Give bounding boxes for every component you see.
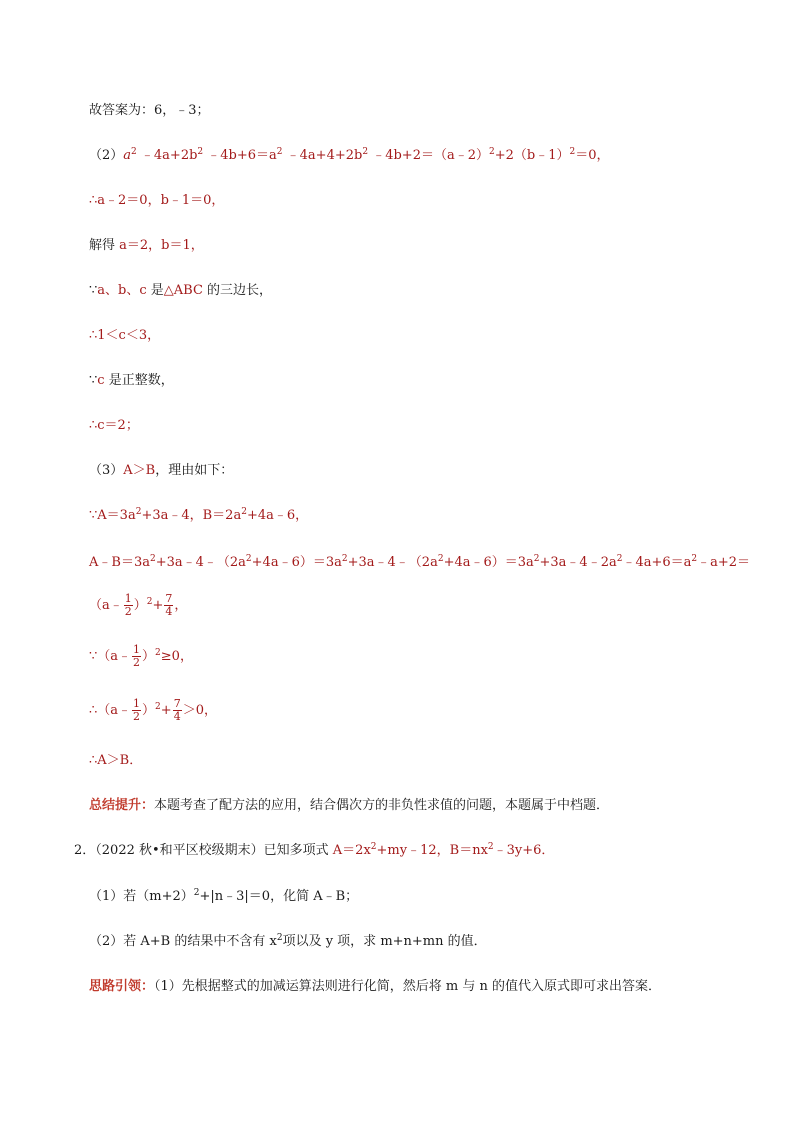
hint-text: （1）先根据整式的加减运算法则进行化简，然后将 m 与 n 的值代入原式即可求出答案． bbox=[154, 979, 662, 994]
solution-line-9: （3）A＞B，理由如下： bbox=[89, 463, 234, 478]
question-2-part-1: （1）若$(m+2)^2+|n﹣3|=0$，化简 A﹣B； bbox=[89, 888, 359, 904]
solution-line-7: ∵c 是正整数， bbox=[89, 373, 174, 388]
solution-line-3: ∴a﹣2＝0，b﹣1＝0， bbox=[89, 193, 225, 208]
question-2-line: 2．（2022 秋•和平区校级期末）已知多项式 $A=2x^2+my﹣12$，$B=nx^2﹣3y+6$． bbox=[74, 842, 555, 858]
hint-line bbox=[89, 977, 661, 997]
solution-line-13: ∵（a﹣ $\frac{1}{2}$ ）$^2$≥0， bbox=[89, 643, 193, 669]
fraction-one-half: $\frac{1}{2}$ bbox=[124, 592, 132, 618]
solution-line-11: $A﹣B=3a^2+3a﹣4﹣(2a^2+4a﹣6)=3a^2+3a﹣4﹣(2a^2+4a﹣6)=3a^2+3a﹣4﹣2a^2﹣4a+6=a^2﹣a+2=$ bbox=[89, 554, 751, 570]
solution-line-10: $\because A=3a^2+3a﹣4$，$B=2a^2+4a﹣6$， bbox=[89, 507, 309, 523]
summary-line bbox=[89, 796, 609, 816]
solution-line-8: ∴c＝2； bbox=[89, 418, 139, 433]
solution-line-14: ∴（a﹣ $\frac{1}{2}$ ）$^2$+ $\frac{7}{4}$ ＞0， bbox=[89, 697, 217, 723]
summary-text: 本题考查了配方法的应用，结合偶次方的非负性求值的问题，本题属于中档题． bbox=[154, 798, 610, 813]
solution-line-6: ∴1＜c＜3， bbox=[89, 328, 161, 343]
summary-label: 总结提升： bbox=[89, 798, 155, 813]
fraction-seven-fourths: $\frac{7}{4}$ bbox=[165, 592, 173, 618]
solution-line-12: （a﹣ $\frac{1}{2}$ ）$^2$+ $\frac{7}{4}$ ， bbox=[89, 592, 188, 618]
fraction-one-half: $\frac{1}{2}$ bbox=[133, 697, 141, 723]
math-expression: $a^2$ $﹣4a+2b^2$ $﹣4b+6=a^2$ $﹣4a+4+2b^2$ ﹣4b+2＝（a﹣2）$^2$+2（b﹣1）$^2$＝0， bbox=[123, 147, 610, 163]
hint-label: 思路引领： bbox=[89, 979, 155, 994]
fraction-one-half: $\frac{1}{2}$ bbox=[133, 643, 141, 669]
solution-line-2 bbox=[89, 146, 610, 166]
answer-text: 故答案为：6，﹣3； bbox=[89, 103, 210, 118]
answer-line bbox=[89, 101, 210, 121]
solution-line-5: ∵a、b、c 是△ABC 的三边长， bbox=[89, 283, 273, 298]
question-2-part-2: （2）若 A+B 的结果中不含有 $x^2$项以及 y 项，求 m+n+mn 的值． bbox=[89, 933, 487, 949]
part-label: （2） bbox=[89, 148, 124, 163]
solution-line-4: 解得 a＝2，b＝1， bbox=[89, 238, 204, 253]
fraction-seven-fourths: $\frac{7}{4}$ bbox=[173, 697, 181, 723]
solution-line-15: ∴A＞B． bbox=[89, 753, 143, 768]
